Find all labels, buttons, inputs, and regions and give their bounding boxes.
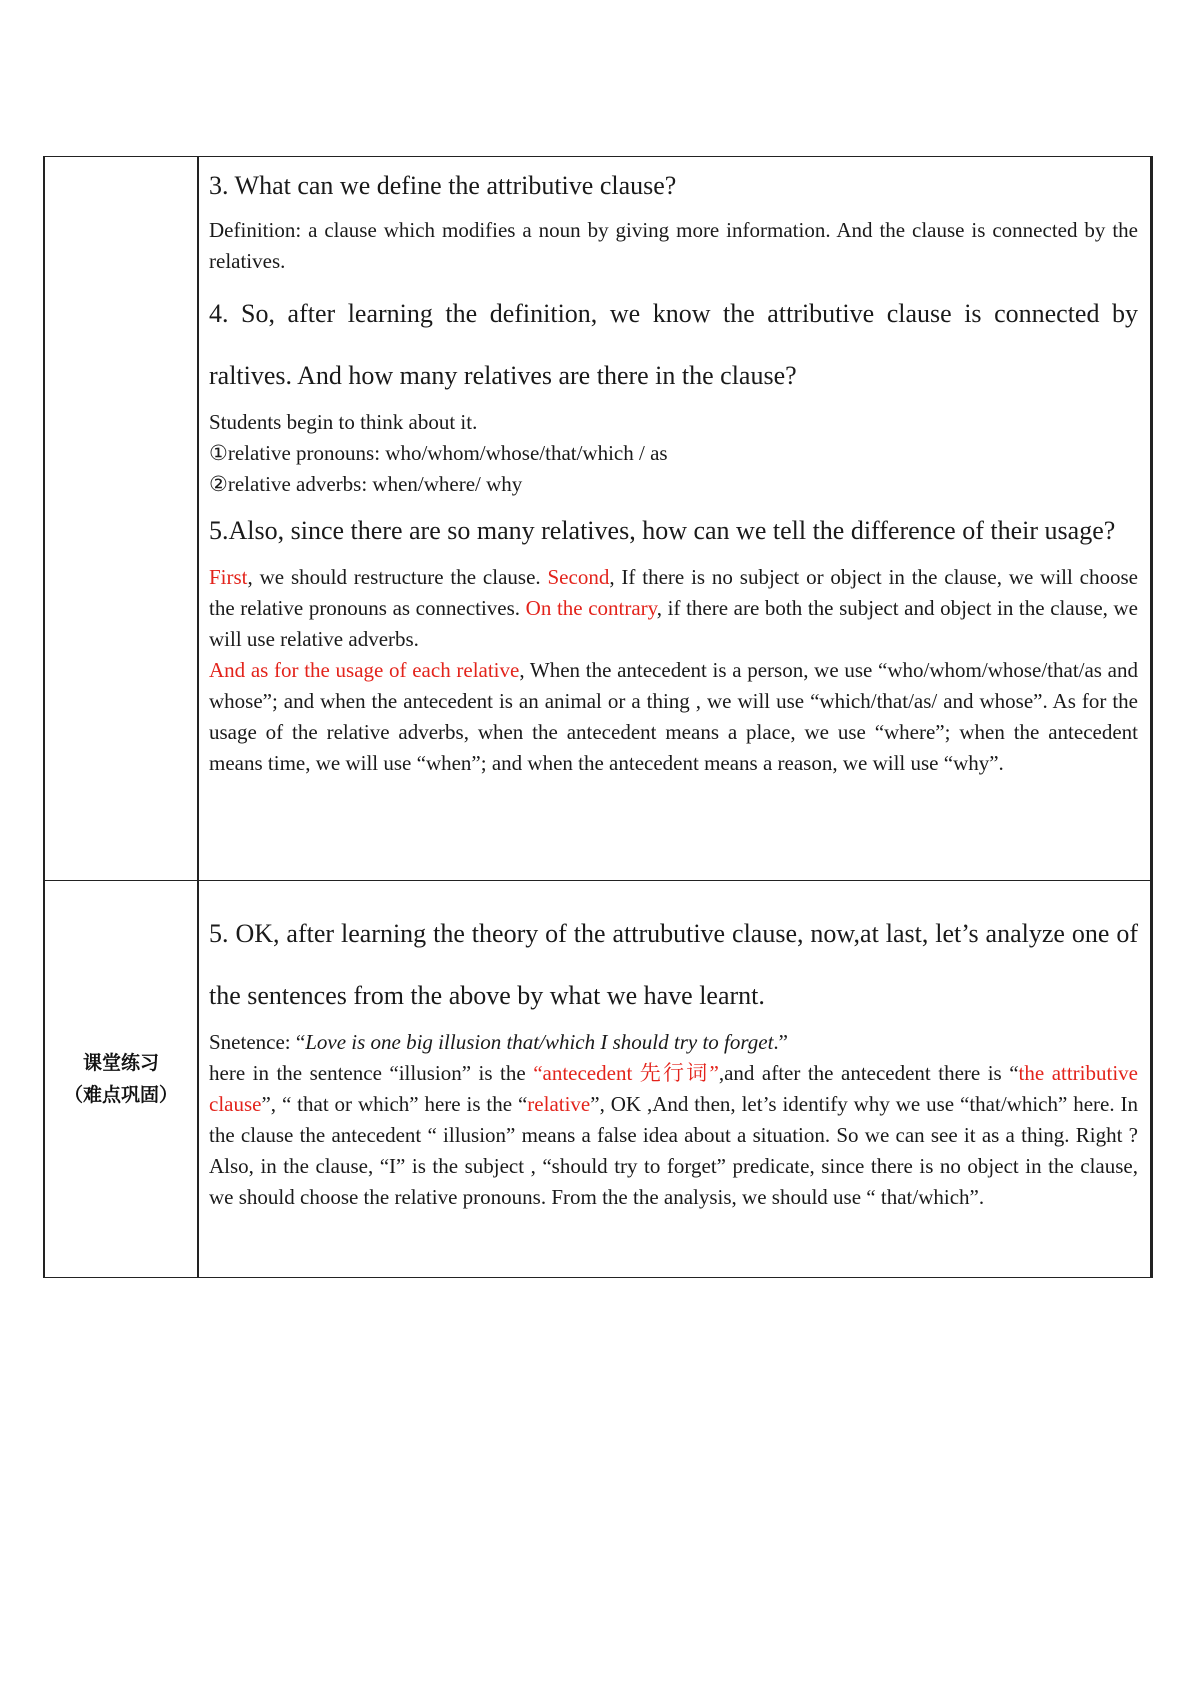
question-5: 5.Also, since there are so many relatives, how can we tell the difference of their usage? bbox=[209, 516, 1116, 545]
sentence-italic: Love is one big illusion that/which I should try to forget bbox=[305, 1030, 774, 1054]
sentence-prefix: Snetence: “ bbox=[209, 1030, 306, 1054]
table-row bbox=[44, 157, 1152, 881]
section-label: 课堂练习 bbox=[82, 1052, 159, 1074]
highlight-contrary: On the contrary bbox=[525, 596, 657, 620]
question-4: 4. So, after learning the definition, we know the attributive clause is connected by raltives. And how many relatives are there in the clause? bbox=[209, 299, 1138, 390]
answer-text: , we should restructure the clause. bbox=[247, 565, 548, 589]
question-5-analysis: 5. OK, after learning the theory of the attrubutive clause, now,at last, let’s analyze one of the sentences from the above by what we have learnt. bbox=[209, 919, 1138, 1010]
highlight-second: Second bbox=[547, 565, 610, 589]
relative-adverbs-text: ②relative adverbs: when/where/ why bbox=[209, 472, 523, 496]
students-text: Students begin to think about it. bbox=[209, 410, 478, 434]
sentence-suffix: .” bbox=[773, 1030, 788, 1054]
label-cell bbox=[44, 881, 198, 1278]
highlight-antecedent: “antecedent 先行词” bbox=[533, 1061, 719, 1085]
answer-text: , if there are both the subject and object in the clause, we will use relative adverbs. bbox=[209, 596, 1139, 651]
relative-pronouns-text: ①relative pronouns: who/whom/whose/that/which / as bbox=[209, 441, 668, 465]
answer-paragraph-2 bbox=[209, 655, 1138, 779]
analysis-text: ,and after the antecedent there is “ bbox=[718, 1061, 1019, 1085]
analysis-text: here in the sentence “illusion” is the bbox=[209, 1061, 534, 1085]
highlight-attributive: the attributive clause bbox=[209, 1061, 1139, 1116]
definition-text: Definition: a clause which modifies a noun by giving more information. And the clause is connected by the relatives. bbox=[209, 218, 1138, 273]
question-3: 3. What can we define the attributive clause? bbox=[209, 171, 677, 200]
answer-text: , When the antecedent is a person, we use “who/whom/whose/that/as and whose”; and when the antecedent is an animal or a thing , we will use “which/that/as/ and whose”. As for the usage of the relative adverbs, when the antecedent means a place, we use “where”; when the antecedent means time, we will use “when”; and when the antecedent means a reason, we will use “why”. bbox=[209, 658, 1138, 775]
highlight-relative: relative bbox=[527, 1092, 591, 1116]
answer-text: , If there is no subject or object in the clause, we will choose the relative pronouns as connectives. bbox=[209, 565, 1138, 620]
example-sentence bbox=[209, 1027, 1138, 1058]
lesson-table bbox=[43, 156, 1153, 1278]
table-row bbox=[44, 881, 1152, 1278]
analysis-text: ”, OK ,And then, let’s identify why we use “that/which” here. In the clause the antecedent “ illusion” means a false idea about a situation. So we can see it as a thing. Right ?Also, in the clause, “I” is the subject , “should try to forget” predicate, since there is no object in the clause, we should choose the relative pronouns. From the the analysis, we should use “ that/which”. bbox=[209, 1092, 1138, 1209]
content-cell bbox=[198, 881, 1152, 1278]
analysis-paragraph bbox=[209, 1058, 1138, 1213]
highlight-usage: And as for the usage of each relative bbox=[209, 658, 520, 682]
label-cell-empty bbox=[44, 157, 198, 881]
answer-paragraph-1 bbox=[209, 562, 1138, 655]
section-sublabel: （难点巩固） bbox=[63, 1084, 178, 1106]
highlight-first: First bbox=[209, 565, 248, 589]
content-cell bbox=[198, 157, 1152, 881]
analysis-text: ”, “ that or which” here is the “ bbox=[261, 1092, 528, 1116]
